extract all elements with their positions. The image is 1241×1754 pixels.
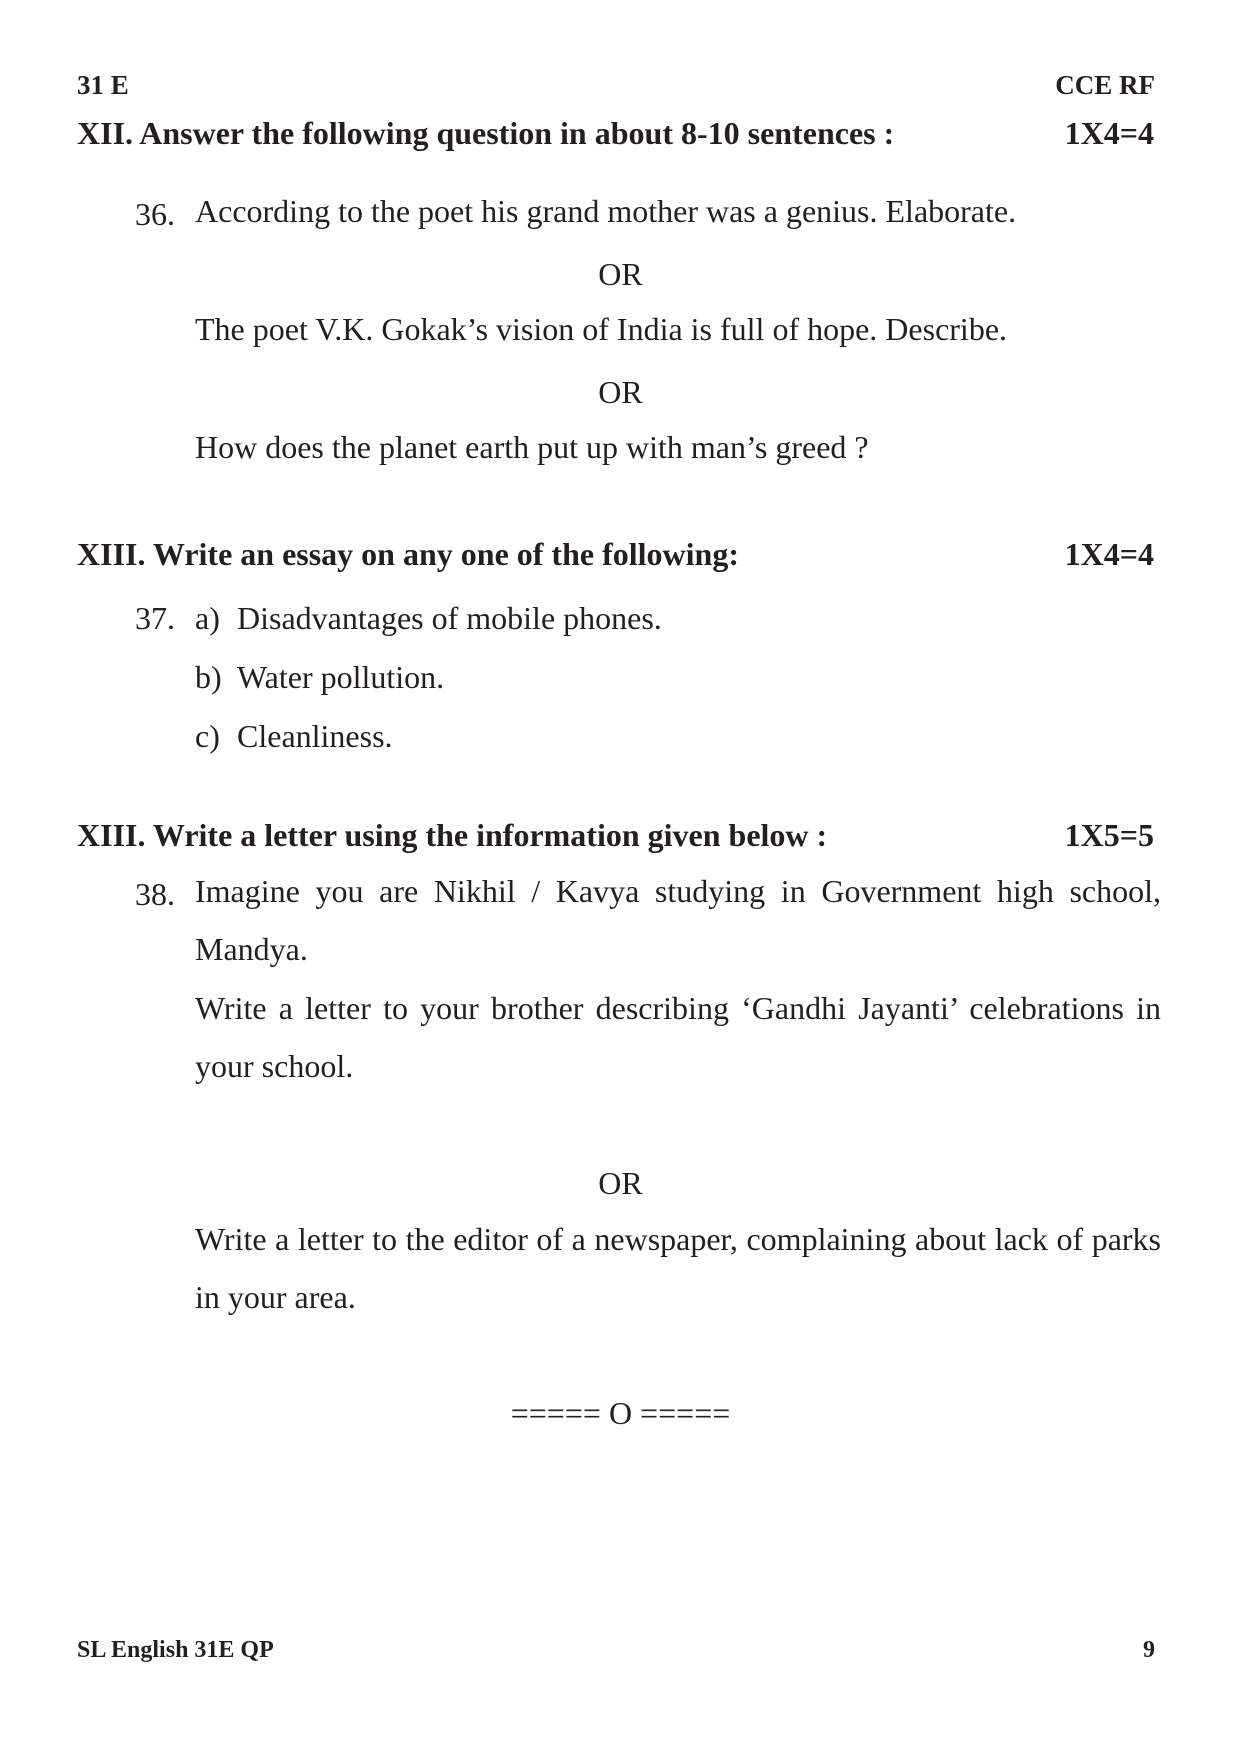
section-xiii-essay-marks: 1X4=4 [1064,536,1154,572]
essay-option-a-label: a) [195,600,220,636]
question-38-para-1: Imagine you are Nikhil / Kavya studying in Government high school, Mandya. [195,873,1161,967]
section-xiii-letter-heading [77,817,1154,854]
section-xii-title: XII. Answer the following question in about 8-10 sentences : [77,115,895,151]
essay-option-b-label: b) [195,659,222,695]
section-xiii-letter-title: XIII. Write a letter using the information given below : [77,817,828,853]
or-separator-3: OR [598,1165,643,1201]
question-36-option-1: According to the poet his grand mother was a genius. Elaborate. [195,193,1017,229]
or-separator-1: OR [598,256,643,292]
section-xii-marks: 1X4=4 [1064,115,1154,151]
header-code: 31 E [77,70,129,100]
footer-paper-code: SL English 31E QP [77,1637,274,1663]
essay-option-b-text: Water pollution. [237,659,445,695]
essay-option-c [195,718,393,755]
section-xiii-essay-title: XIII. Write an essay on any one of the following: [77,536,739,572]
essay-option-c-text: Cleanliness. [237,718,393,754]
essay-option-b [195,659,444,696]
or-separator-2: OR [598,374,643,410]
question-37-number: 37. [135,600,175,636]
section-xiii-essay-heading [77,536,1154,573]
question-38-number: 38. [135,876,175,912]
question-38-para-3: Write a letter to the editor of a newspaper, complaining about lack of parks in your area. [195,1221,1161,1315]
question-36-option-2: The poet V.K. Gokak’s vision of India is full of hope. Describe. [195,311,1008,347]
question-36-option-3: How does the planet earth put up with man’s greed ? [195,429,869,465]
section-xii-heading [77,115,1154,152]
header-cce: CCE RF [1055,70,1155,100]
section-xiii-letter-marks: 1X5=5 [1064,817,1154,853]
question-38-para-2: Write a letter to your brother describing ‘Gandhi Jayanti’ celebrations in your school. [195,990,1161,1084]
footer-page-number: 9 [1143,1637,1155,1663]
essay-option-a [195,600,662,637]
essay-option-c-label: c) [195,718,220,754]
end-of-paper-mark: ===== O ===== [510,1395,731,1431]
essay-option-a-text: Disadvantages of mobile phones. [237,600,662,636]
question-36-number: 36. [135,196,175,232]
